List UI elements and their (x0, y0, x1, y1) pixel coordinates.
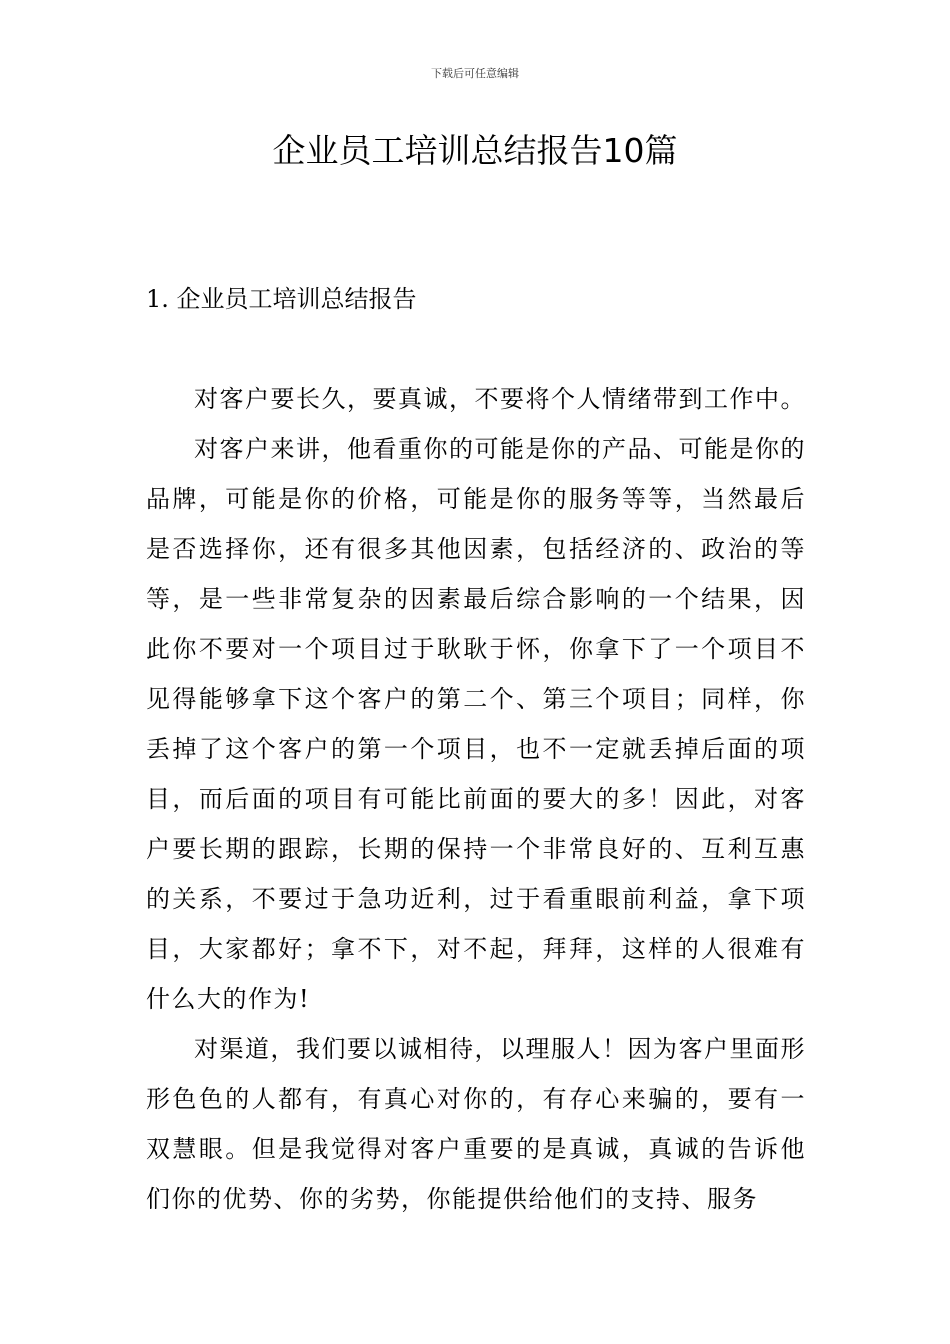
paragraph: 对客户来讲，他看重你的可能是你的产品、可能是你的品牌，可能是你的价格，可能是你的服务等等，当然最后是否选择你，还有很多其他因素，包括经济的、政治的等等，是一些非常复杂的因素最后综合影响的一个结果，因此你不要对一个项目过于耿耿于怀，你拿下了一个项目不见得能够拿下这个客户的第二个、第三个项目；同样，你丢掉了这个客户的第一个项目，也不一定就丢掉后面的项目，而后面的项目有可能比前面的要大的多！因此，对客户要长期的跟踪，长期的保持一个非常良好的、互利互惠的关系，不要过于急功近利，过于看重眼前利益，拿下项目，大家都好；拿不下，对不起，拜拜，这样的人很难有什么大的作为! (146, 435, 806, 1013)
paragraph: 对客户要长久，要真诚，不要将个人情绪带到工作中。 (194, 385, 806, 413)
paragraph: 对渠道，我们要以诚相待，以理服人！因为客户里面形形色色的人都有，有真心对你的，有存心来骗的，要有一双慧眼。但是我觉得对客户重要的是真诚，真诚的告诉他们你的优势、你的劣势，你能提供给他们的支持、服务 (146, 1035, 806, 1213)
header-note: 下载后可任意编辑 (431, 67, 519, 80)
section-heading: 1. 企业员工培训总结报告 (146, 285, 417, 313)
document-title: 企业员工培训总结报告10篇 (272, 131, 678, 170)
document-body (146, 374, 806, 1224)
